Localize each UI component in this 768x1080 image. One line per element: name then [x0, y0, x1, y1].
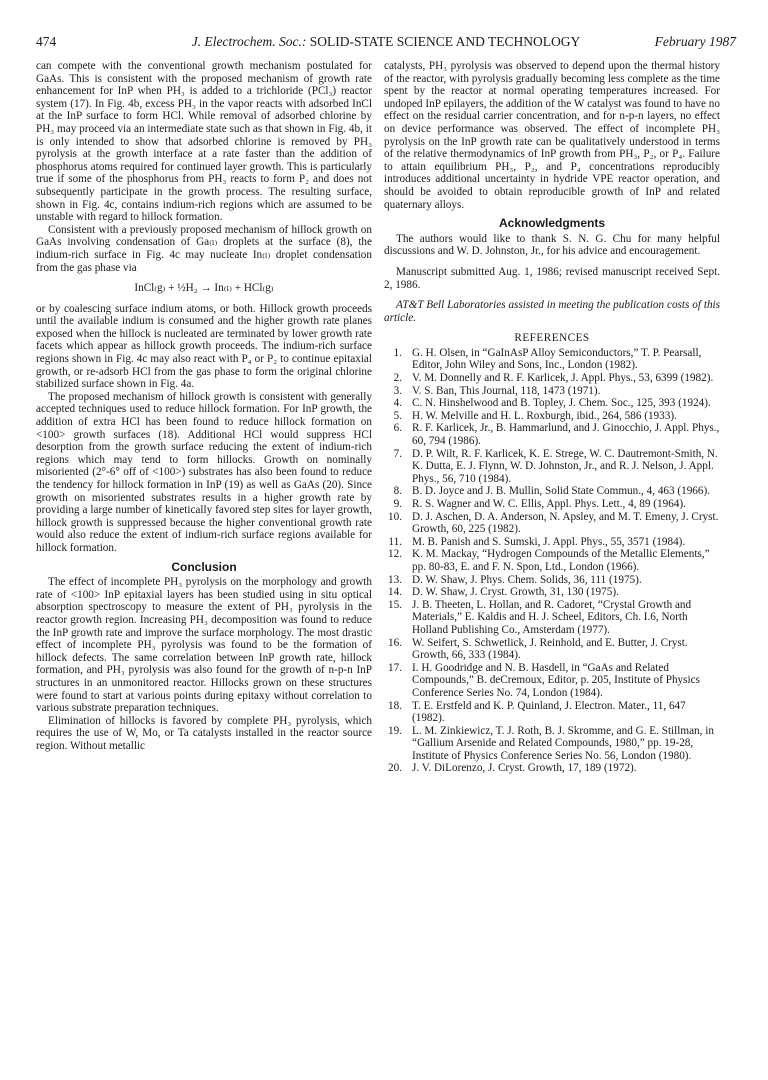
publication-cost-note: AT&T Bell Laboratories assisted in meeting the publication costs of this article.: [384, 299, 720, 324]
reference-item: [384, 372, 720, 385]
reference-number: 18.: [388, 699, 402, 712]
reference-text: T. E. Erstfeld and K. P. Quinland, J. Electron. Mater., 11, 647 (1982).: [412, 699, 686, 725]
reference-item: [384, 637, 720, 662]
reference-item: [384, 498, 720, 511]
reference-number: 8.: [393, 485, 402, 498]
reference-text: M. B. Panish and S. Sumski, J. Appl. Phys., 55, 3571 (1984).: [412, 535, 686, 548]
reference-text: V. M. Donnelly and R. F. Karlicek, J. Appl. Phys., 53, 6399 (1982).: [412, 372, 714, 385]
reference-item: [384, 536, 720, 549]
reference-text: G. H. Olsen, in “GaInAsP Alloy Semiconductors,” T. P. Pearsall, Editor, John Wiley and Sons, Inc., London (1982).: [412, 346, 702, 372]
reference-text: J. V. DiLorenzo, J. Cryst. Growth, 17, 189 (1972).: [412, 762, 637, 775]
reference-item: [384, 599, 720, 637]
reference-number: 11.: [388, 535, 402, 548]
manuscript-note: Manuscript submitted Aug. 1, 1986; revised manuscript received Sept. 2, 1986.: [384, 265, 720, 291]
reference-item: [384, 347, 720, 372]
reference-text: V. S. Ban, This Journal, 118, 1473 (1971).: [412, 384, 601, 397]
reference-text: D. P. Wilt, R. F. Karlicek, K. E. Strege, W. C. Dautremont-Smith, N. K. Dutta, E. J. Flynn, W. D. Johnston, Jr., and R. J. Nelson, J. Appl. Phys., 56, 710 (1984).: [412, 447, 718, 485]
reference-number: 5.: [393, 409, 402, 422]
reference-text: D. J. Aschen, D. A. Anderson, N. Apsley, and M. T. Emeny, J. Cryst. Growth, 60, 225 (1982).: [412, 510, 719, 536]
reference-text: I. H. Goodridge and N. B. Hasdell, in “GaAs and Related Compounds,” B. deCremoux, Editor, p. 205, Institute of Physics Conference Series No. 74, London (1984).: [412, 661, 700, 699]
issue-date: February 1987: [654, 34, 736, 49]
journal-title: [36, 34, 736, 50]
reference-item: [384, 385, 720, 398]
reference-text: H. W. Melville and H. L. Roxburgh, ibid., 264, 586 (1933).: [412, 409, 677, 422]
right-column: [384, 60, 720, 775]
references-heading: REFERENCES: [514, 332, 590, 345]
reference-list: [384, 347, 720, 775]
reference-item: [384, 511, 720, 536]
journal-section: SOLID-STATE SCIENCE AND TECHNOLOGY: [309, 34, 581, 49]
running-header: [36, 34, 736, 52]
body-paragraph: Elimination of hillocks is favored by complete PH₃ pyrolysis, which requires the use of W, Mo, or Ta catalysts installed in the reactor source region. Without metallic: [36, 714, 372, 752]
reference-item: [384, 422, 720, 447]
body-paragraph: Consistent with a previously proposed mechanism of hillock growth on GaAs involving condensation of Ga₍ₗ₎ droplets at the surface (8), the indium-rich surface in Fig. 4c may nucleate In₍ₗ₎ droplet condensation from the gas phase via: [36, 223, 372, 274]
reference-number: 7.: [393, 447, 402, 460]
body-paragraph: The effect of incomplete PH₃ pyrolysis on the morphology and growth rate of <100> InP epitaxial layers has been studied using in situ optical absorption spectroscopy to measure the extent of PH₃ pyrolysis in the reactor growth region. Increasing PH₃ decomposition was found to reduce the InP growth rate and improve the surface morphology. The most drastic effect of incomplete PH₃ pyrolysis was found to be the formation of hillock defects. The same correlation between InP growth rate, hillock formation, and PH₃ pyrolysis was also found for the growth of n-p-n InP structures in an unmonitored reactor. Hillocks grown on these structures were found to start at various points during epitaxy without correlation to various substrate preparation techniques.: [36, 576, 372, 715]
body-paragraph: catalysts, PH₃ pyrolysis was observed to depend upon the thermal history of the reactor, with pyrolysis gradually becoming less complete as the time spent by the reactor at normal operating temperatures increased. For undoped InP epilayers, the addition of the W catalyst was found to have no effect on the residual carrier concentration, and for n-p-n layers, no effect on device performance was observed. The effect of incomplete PH₃ pyrolysis on the InP growth rate can be qualitatively understood in terms of the relative thermodynamics of InP growth from PH₃, P₂, or P₄. Failure to attain equilibrium PH₃, P₂, and P₄ concentrations reproducibly introduces additional uncertainty in hydride VPE reactor operation, and should be avoided to obtain reproducible growth of InP and related quaternary alloys.: [384, 60, 720, 211]
acknowledgments-heading: Acknowledgments: [498, 216, 606, 231]
reference-text: D. W. Shaw, J. Phys. Chem. Solids, 36, 111 (1975).: [412, 573, 642, 586]
reference-text: D. W. Shaw, J. Cryst. Growth, 31, 130 (1975).: [412, 586, 619, 599]
reference-text: L. M. Zinkiewicz, T. J. Roth, B. J. Skromme, and G. E. Stillman, in “Gallium Arsenide and Related Compounds, 1980,” pp. 19-28, Institute of Physics Conference Series No. 56, London (1980).: [412, 724, 714, 762]
reference-item: [384, 762, 720, 775]
acknowledgments-text: The authors would like to thank S. N. G. Chu for many helpful discussions and W. D. Johnston, Jr., for his advice and encouragement.: [384, 232, 720, 258]
reference-item: [384, 485, 720, 498]
reference-number: 4.: [393, 397, 402, 410]
reaction-equation: InCl₍g₎ + ½H₂ → In₍ₗ₎ + HCl₍g₎: [134, 282, 274, 295]
reference-number: 20.: [388, 762, 402, 775]
body-paragraph: can compete with the conventional growth mechanism postulated for GaAs. This is consistent with the proposed mechanism of growth rate enhancement for InP when PH₃ is added to a trichloride (PCl₃) reactor system (17). In Fig. 4b, excess PH₃ in the vapor reacts with adsorbed InCl at the InP surface to form HCl. While removal of adsorbed chlorine by PH₃ may proceed via an intermediate state such as that shown in Fig. 4b, it is only intended to show that adsorbed chlorine is removed by PH₃ pyrolysis at the growth interface at a rate faster than the addition of phosphorus atoms required for continued layer growth. This is particularly true if some of the phosphorus from PH₃ reacts to form P₂ and does not subsequently participate in the growth process. The resulting surface, shown in Fig. 4c, contains indium-rich regions which are assumed to be unstable with regard to hillock formation.: [36, 60, 372, 224]
reference-number: 14.: [388, 586, 402, 599]
conclusion-heading: Conclusion: [171, 559, 237, 574]
reference-item: [384, 410, 720, 423]
reference-number: 15.: [388, 598, 402, 611]
reference-number: 16.: [388, 636, 402, 649]
reference-item: [384, 574, 720, 587]
reference-text: J. B. Theeten, L. Hollan, and R. Cadoret, “Crystal Growth and Materials,” E. Kaldis and H. J. Scheel, Editors, Ch. I.6, North Holland Publishing Co., Amsterdam (1977).: [412, 598, 692, 636]
reference-number: 1.: [393, 346, 402, 359]
reference-item: [384, 397, 720, 410]
reference-number: 13.: [388, 573, 402, 586]
reference-number: 19.: [388, 724, 402, 737]
left-column: [36, 60, 372, 752]
reference-number: 2.: [393, 372, 402, 385]
reference-number: 12.: [388, 548, 402, 561]
reference-number: 17.: [388, 661, 402, 674]
reference-number: 3.: [393, 384, 402, 397]
reference-text: R. S. Wagner and W. C. Ellis, Appl. Phys. Lett., 4, 89 (1964).: [412, 498, 686, 510]
reference-item: [384, 700, 720, 725]
body-paragraph: or by coalescing surface indium atoms, or both. Hillock growth proceeds until the available indium is consumed and the higher growth rate planes exposed when the hillock is nucleated are terminated by lower growth rate facets which appear as hillock growth proceeds. The indium-rich surface regions shown in Fig. 4c may also react with P₄ or P₂ to continue epitaxial growth, or re-adsorb HCl from the gas phase to form the original chlorine stabilized surface shown in Fig. 4a.: [36, 302, 372, 391]
reference-text: C. N. Hinshelwood and B. Topley, J. Chem. Soc., 125, 393 (1924).: [412, 397, 711, 410]
reference-text: B. D. Joyce and J. B. Mullin, Solid State Commun., 4, 463 (1966).: [412, 485, 711, 498]
reference-number: 10.: [388, 510, 402, 523]
reference-number: 9.: [393, 498, 402, 510]
reference-text: K. M. Mackay, “Hydrogen Compounds of the Metallic Elements,” pp. 80-83, E. and F. N. Spon, Ltd., London (1966).: [412, 548, 710, 573]
reference-item: [384, 448, 720, 486]
reference-item: [384, 548, 720, 573]
page-number: 474: [36, 34, 57, 49]
reference-item: [384, 586, 720, 599]
body-paragraph: The proposed mechanism of hillock growth is consistent with generally accepted techniques used to reduce hillock formation. For InP growth, the addition of extra HCl has been found to reduce hillock formation on <100> growth surfaces (18). Additional HCl would suppress HCl desorption from the growth surface reducing the extent of indium-rich regions which may tend to form hillocks. Growth on nominally misoriented (2°-6° off of <100>) substrates has also been found to reduce the tendency for hillock formation in InP (19) as well as GaAs (20). Since growth on misoriented substrates results in a higher growth rate by providing a large number of kinetically favored step sites for layer growth, hillock growth is suppressed because the higher conventional growth rate would also reduce the extent of indium-rich surface regions available for hillock formation.: [36, 390, 372, 554]
reference-text: W. Seifert, S. Schwetlick, J. Reinhold, and E. Butter, J. Cryst. Growth, 66, 333 (1984).: [412, 636, 688, 662]
reference-text: R. F. Karlicek, Jr., B. Hammarlund, and J. Ginocchio, J. Appl. Phys., 60, 794 (1986).: [412, 422, 720, 448]
reference-number: 6.: [393, 422, 402, 435]
reference-item: [384, 662, 720, 700]
journal-name: J. Electrochem. Soc.:: [191, 34, 307, 49]
reference-item: [384, 725, 720, 763]
